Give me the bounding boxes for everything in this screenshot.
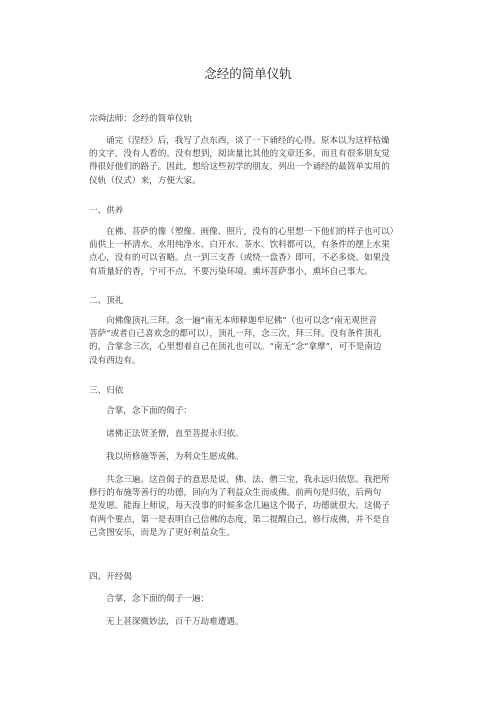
paragraph-line: 修行的布施等善行的功德，回向为了利益众生而成佛。前两句是归依，后两句 <box>89 488 382 499</box>
paragraph-line: 己贪图安乐，而是为了更好利益众生。 <box>89 527 236 538</box>
refuge-verse-line-2: 我以所修施等善，为利众生愿成佛。 <box>106 452 244 462</box>
paragraph-line: 向佛像顶礼三拜。念一遍“南无本师释迦牟尼佛”（也可以念“南无观世音 <box>106 316 377 326</box>
paragraph-line: 有质量好的香，宁可不点，不要污染环境。熏坏菩萨事小，熏坏自己事大。 <box>89 266 373 277</box>
paragraph-line: 点心，没有的可以省略。点一到三支香（或绕一盘香）即可，不必多烧。如果没 <box>89 253 390 264</box>
document-title: 念经的简单仪轨 <box>204 66 292 81</box>
opening-verse-line-1: 无上甚深微妙法，百千万劫难遭遇。 <box>106 617 244 627</box>
paragraph-line: 是发愿。能海上师说，每天没事的时候多念几遍这个偈子，功德就很大。这偈子 <box>89 501 390 512</box>
refuge-explanation-paragraph <box>89 474 407 540</box>
paragraph-line: 在佛、菩萨的像（塑像、画像、照片，没有的心里想一下他们的样子也可以） <box>106 227 399 237</box>
paragraph-line: 有两个要点，第一是表明自己信佛的态度，第二提醒自己，修行成佛，并不是自 <box>89 514 390 525</box>
paragraph-line: 的，合掌念三次，心里想着自己在顶礼也可以。“南无”念“拿摩”，可不是南边 <box>89 342 382 353</box>
paragraph-line: 共念三遍。这首偈子的意思是说，佛、法、僧三宝，我永远归依您。我把所 <box>106 475 390 485</box>
prostration-paragraph <box>89 315 407 368</box>
section-heading-prostration: 二、顶礼 <box>89 296 124 306</box>
author-line: 宗舜法师：念经的简单仪轨 <box>89 114 193 124</box>
paragraph-line: 前供上一杯清水。水用纯净水、白开水、茶水、饮料都可以，有条件的摆上水果 <box>89 240 390 251</box>
intro-paragraph <box>89 135 407 188</box>
paragraph-line: 仪轨（仪式）来，方便大家。 <box>89 175 201 186</box>
paragraph-line: 诵完《涅经》后，我写了点东西，谈了一下诵经的心得。原本以为这样枯燥 <box>106 136 390 146</box>
section-heading-opening-verse: 四、开经偈 <box>89 572 132 582</box>
refuge-verse-line-1: 诸佛正法贤圣僧，直至菩提永归依。 <box>106 429 244 439</box>
section-heading-refuge: 三、归依 <box>89 386 124 396</box>
section-heading-offering: 一、供养 <box>89 206 124 216</box>
refuge-instruction: 合掌，念下面的偈子： <box>106 406 192 416</box>
paragraph-line: 没有西边有。 <box>89 355 141 366</box>
paragraph-line: 菩萨”或者自己喜欢念的都可以），顶礼一拜，念三次，拜三拜。没有条件顶礼 <box>89 329 382 340</box>
paragraph-line: 的文字，没有人看的。没有想到，阅读量比其他的文章还多，而且有很多朋友觉 <box>89 149 390 160</box>
offering-paragraph <box>89 226 407 279</box>
opening-verse-instruction: 合掌，念下面的偈子一遍： <box>106 594 210 604</box>
paragraph-line: 得很好他们的路子。因此，想给这些初学的朋友，列出一个诵经的最简单实用的 <box>89 162 390 173</box>
